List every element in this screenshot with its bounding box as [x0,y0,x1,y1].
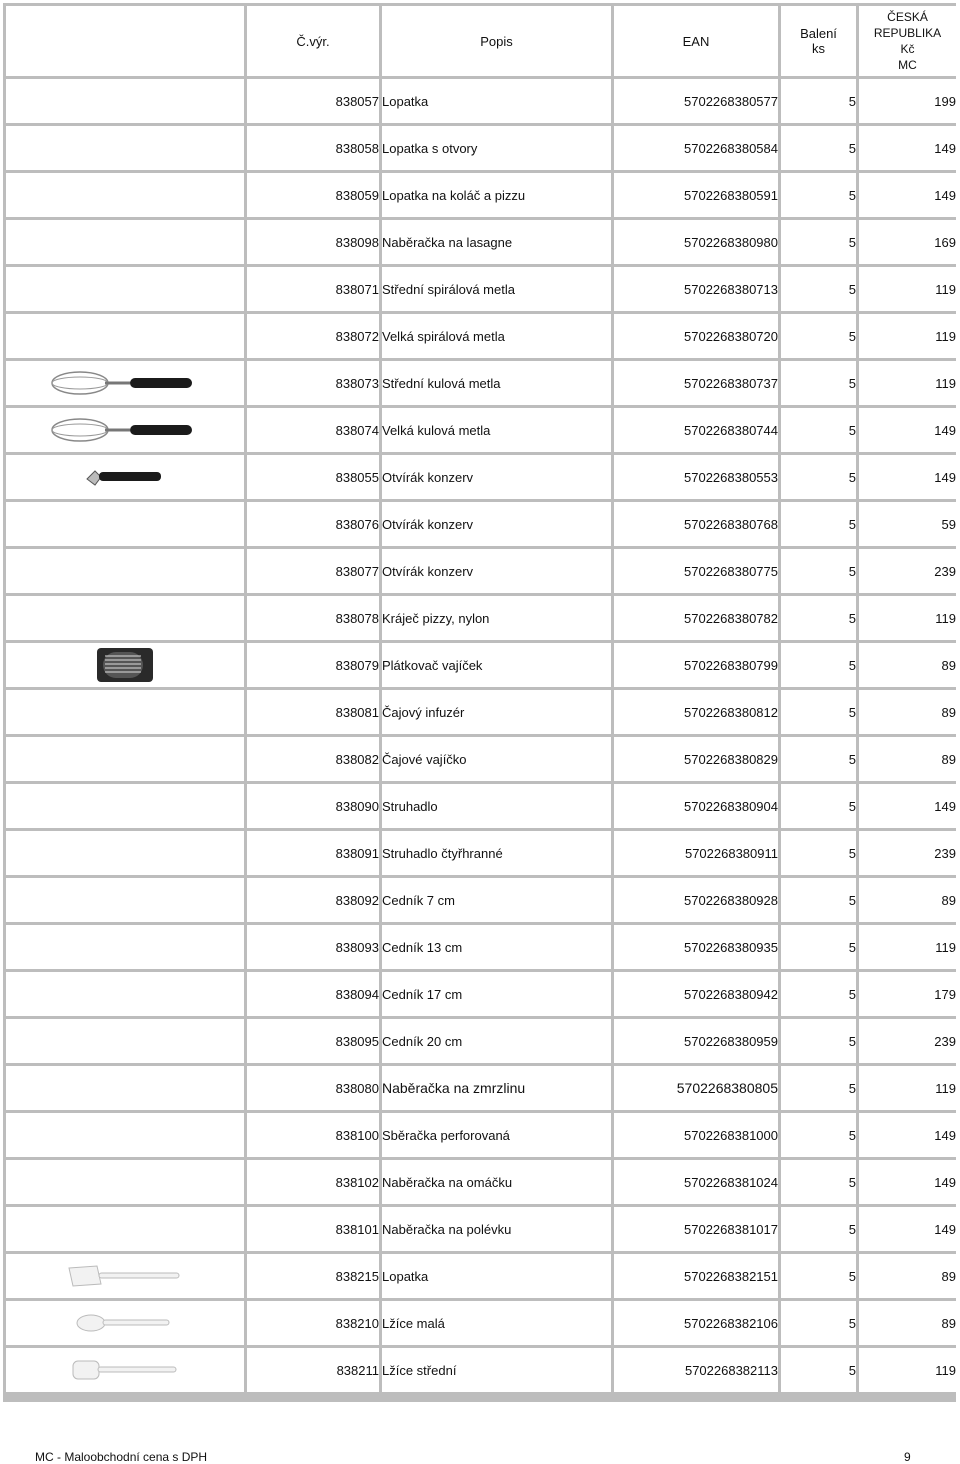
table-row [6,1254,956,1298]
table-row [6,1113,956,1157]
header-pack [781,6,856,76]
product-description: Naběračka na lasagne [382,220,611,264]
table-row [6,267,956,311]
can-opener-icon [6,465,244,489]
retail-price: 119 [859,596,956,640]
product-code: 838101 [247,1207,379,1251]
table-row [6,1019,956,1063]
product-image-cell [6,643,244,687]
pack-quantity: 5 [781,1160,856,1204]
product-description: Lopatka [382,1254,611,1298]
product-code: 838100 [247,1113,379,1157]
pack-quantity: 5 [781,1207,856,1251]
product-image-cell [6,267,244,311]
retail-price: 149 [859,408,956,452]
product-ean: 5702268382151 [614,1254,778,1298]
whisk-icon [6,415,244,445]
product-image-cell [6,1207,244,1251]
product-ean: 5702268380935 [614,925,778,969]
header-pack-line1: Balení [800,26,837,41]
table-header-row [6,6,956,76]
white-scraper-icon [6,1358,244,1382]
retail-price: 89 [859,1254,956,1298]
header-price [859,6,956,76]
product-ean: 5702268380775 [614,549,778,593]
retail-price: 59 [859,502,956,546]
table-row [6,1301,956,1345]
pack-quantity: 5 [781,267,856,311]
product-ean: 5702268380720 [614,314,778,358]
table-row [6,972,956,1016]
product-code: 838215 [247,1254,379,1298]
product-image-cell [6,455,244,499]
header-price-line1: ČESKÁ [887,10,928,24]
product-image-cell [6,972,244,1016]
product-ean: 5702268380591 [614,173,778,217]
product-description: Kráječ pizzy, nylon [382,596,611,640]
retail-price: 149 [859,784,956,828]
product-code: 838102 [247,1160,379,1204]
product-image-cell [6,361,244,405]
product-description: Čajové vajíčko [382,737,611,781]
pack-quantity: 5 [781,1301,856,1345]
table-body [6,79,956,1392]
product-ean: 5702268380942 [614,972,778,1016]
retail-price: 119 [859,925,956,969]
product-image-cell [6,502,244,546]
table-row [6,1066,956,1110]
product-description: Struhadlo [382,784,611,828]
product-ean: 5702268382113 [614,1348,778,1392]
retail-price: 89 [859,690,956,734]
table-row [6,549,956,593]
product-description: Naběračka na polévku [382,1207,611,1251]
retail-price: 179 [859,972,956,1016]
product-ean: 5702268380805 [614,1066,778,1110]
product-code: 838073 [247,361,379,405]
table-row [6,314,956,358]
pack-quantity: 5 [781,408,856,452]
pack-quantity: 5 [781,79,856,123]
product-description: Cedník 20 cm [382,1019,611,1063]
product-code: 838091 [247,831,379,875]
table-row [6,643,956,687]
product-description: Cedník 7 cm [382,878,611,922]
retail-price: 149 [859,1207,956,1251]
product-code: 838081 [247,690,379,734]
pack-quantity: 5 [781,878,856,922]
product-code: 838210 [247,1301,379,1345]
product-code: 838080 [247,1066,379,1110]
table-row [6,784,956,828]
pack-quantity: 5 [781,690,856,734]
product-code: 838098 [247,220,379,264]
price-list-sheet [3,3,956,1402]
product-code: 838057 [247,79,379,123]
retail-price: 149 [859,455,956,499]
product-description: Otvírák konzerv [382,455,611,499]
retail-price: 119 [859,314,956,358]
product-description: Sběračka perforovaná [382,1113,611,1157]
product-description: Lžíce střední [382,1348,611,1392]
product-ean: 5702268380959 [614,1019,778,1063]
product-ean: 5702268380737 [614,361,778,405]
product-description: Střední spirálová metla [382,267,611,311]
product-image-cell [6,925,244,969]
retail-price: 169 [859,220,956,264]
product-image-cell [6,737,244,781]
product-ean: 5702268380713 [614,267,778,311]
pack-quantity: 5 [781,596,856,640]
header-pack-line2: ks [812,41,825,56]
product-image-cell [6,1066,244,1110]
whisk-icon [6,368,244,398]
retail-price: 239 [859,549,956,593]
product-image-cell [6,79,244,123]
pack-quantity: 5 [781,1254,856,1298]
pack-quantity: 5 [781,126,856,170]
white-spatula-icon [6,1264,244,1288]
product-code: 838074 [247,408,379,452]
product-code: 838055 [247,455,379,499]
product-image-cell [6,1019,244,1063]
product-code: 838078 [247,596,379,640]
product-description: Čajový infuzér [382,690,611,734]
table-row [6,361,956,405]
product-description: Cedník 13 cm [382,925,611,969]
product-image-cell [6,1348,244,1392]
pack-quantity: 5 [781,1066,856,1110]
pack-quantity: 5 [781,173,856,217]
product-description: Velká spirálová metla [382,314,611,358]
product-code: 838093 [247,925,379,969]
product-image-cell [6,1301,244,1345]
header-code: Č.výr. [247,6,379,76]
product-code: 838092 [247,878,379,922]
retail-price: 199 [859,79,956,123]
pack-quantity: 5 [781,314,856,358]
product-description: Otvírák konzerv [382,502,611,546]
header-price-line4: MC [898,58,917,72]
pack-quantity: 5 [781,1348,856,1392]
retail-price: 119 [859,361,956,405]
pack-quantity: 5 [781,1113,856,1157]
footer-note: MC - Maloobchodní cena s DPH [35,1450,208,1464]
page-number: 9 [904,1450,911,1464]
product-description: Střední kulová metla [382,361,611,405]
product-ean: 5702268380911 [614,831,778,875]
product-ean: 5702268380577 [614,79,778,123]
white-spoon-icon [6,1312,244,1334]
product-image-cell [6,173,244,217]
retail-price: 89 [859,737,956,781]
product-ean: 5702268380799 [614,643,778,687]
product-ean: 5702268380928 [614,878,778,922]
retail-price: 149 [859,1160,956,1204]
product-code: 838071 [247,267,379,311]
product-ean: 5702268382106 [614,1301,778,1345]
product-code: 838058 [247,126,379,170]
table-row [6,1160,956,1204]
retail-price: 89 [859,878,956,922]
retail-price: 149 [859,173,956,217]
product-ean: 5702268380904 [614,784,778,828]
product-image-cell [6,596,244,640]
product-ean: 5702268381000 [614,1113,778,1157]
retail-price: 89 [859,1301,956,1345]
pack-quantity: 5 [781,1019,856,1063]
product-ean: 5702268380553 [614,455,778,499]
product-image-cell [6,1160,244,1204]
table-row [6,126,956,170]
header-description: Popis [382,6,611,76]
product-image-cell [6,1254,244,1298]
pack-quantity: 5 [781,643,856,687]
table-row [6,831,956,875]
product-ean: 5702268380768 [614,502,778,546]
pack-quantity: 5 [781,502,856,546]
product-ean: 5702268380584 [614,126,778,170]
product-image-cell [6,878,244,922]
product-image-cell [6,126,244,170]
product-description: Otvírák konzerv [382,549,611,593]
retail-price: 119 [859,1066,956,1110]
product-code: 838094 [247,972,379,1016]
retail-price: 149 [859,1113,956,1157]
price-table [3,3,959,1395]
table-row [6,408,956,452]
table-row [6,1207,956,1251]
product-description: Cedník 17 cm [382,972,611,1016]
table-row [6,220,956,264]
product-code: 838095 [247,1019,379,1063]
table-row [6,79,956,123]
pack-quantity: 5 [781,784,856,828]
product-description: Plátkovač vajíček [382,643,611,687]
product-description: Lžíce malá [382,1301,611,1345]
product-image-cell [6,549,244,593]
product-ean: 5702268380744 [614,408,778,452]
pack-quantity: 5 [781,737,856,781]
retail-price: 119 [859,1348,956,1392]
product-code: 838211 [247,1348,379,1392]
product-description: Struhadlo čtyřhranné [382,831,611,875]
product-image-cell [6,690,244,734]
table-row [6,596,956,640]
product-image-cell [6,314,244,358]
product-image-cell [6,408,244,452]
header-price-line2: REPUBLIKA [873,26,942,40]
product-image-cell [6,1113,244,1157]
pack-quantity: 5 [781,831,856,875]
pack-quantity: 5 [781,549,856,593]
table-row [6,925,956,969]
product-ean: 5702268381017 [614,1207,778,1251]
pack-quantity: 5 [781,220,856,264]
header-image-cell [6,6,244,76]
product-code: 838090 [247,784,379,828]
product-code: 838072 [247,314,379,358]
product-code: 838079 [247,643,379,687]
table-row [6,878,956,922]
product-code: 838077 [247,549,379,593]
product-description: Lopatka s otvory [382,126,611,170]
product-code: 838059 [247,173,379,217]
table-row [6,1348,956,1392]
table-row [6,690,956,734]
product-code: 838076 [247,502,379,546]
product-image-cell [6,220,244,264]
product-ean: 5702268380782 [614,596,778,640]
product-description: Lopatka [382,79,611,123]
product-ean: 5702268380980 [614,220,778,264]
header-price-line3: Kč [900,42,915,56]
retail-price: 89 [859,643,956,687]
retail-price: 119 [859,267,956,311]
egg-slicer-icon [6,644,244,686]
product-description: Lopatka na koláč a pizzu [382,173,611,217]
pack-quantity: 5 [781,361,856,405]
product-description: Naběračka na zmrzlinu [382,1066,611,1110]
header-ean: EAN [614,6,778,76]
table-row [6,502,956,546]
table-row [6,737,956,781]
pack-quantity: 5 [781,455,856,499]
retail-price: 149 [859,126,956,170]
product-ean: 5702268381024 [614,1160,778,1204]
product-image-cell [6,784,244,828]
product-description: Naběračka na omáčku [382,1160,611,1204]
product-code: 838082 [247,737,379,781]
retail-price: 239 [859,1019,956,1063]
product-ean: 5702268380829 [614,737,778,781]
product-image-cell [6,831,244,875]
table-row [6,173,956,217]
retail-price: 239 [859,831,956,875]
table-row [6,455,956,499]
pack-quantity: 5 [781,925,856,969]
product-description: Velká kulová metla [382,408,611,452]
pack-quantity: 5 [781,972,856,1016]
product-ean: 5702268380812 [614,690,778,734]
